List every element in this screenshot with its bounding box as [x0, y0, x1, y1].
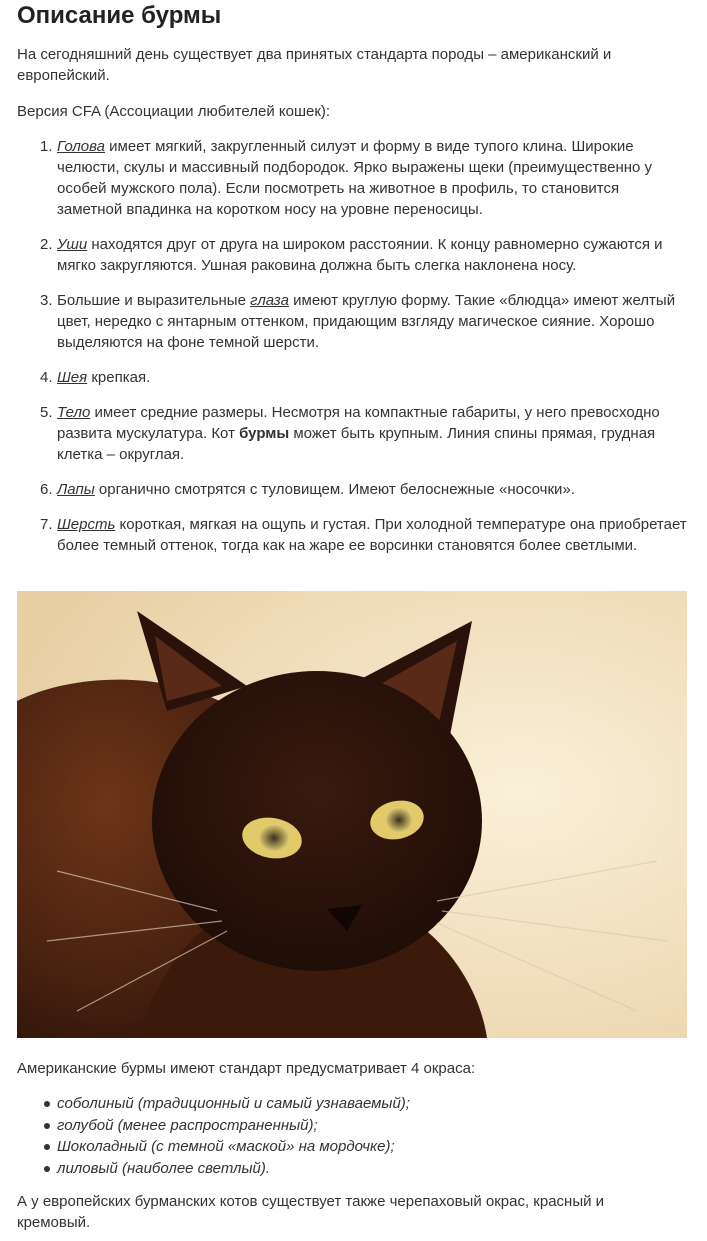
item-number: 2. [40, 236, 53, 253]
bold-keyword: бурмы [239, 425, 290, 442]
item-text: находятся друг от друга на широком расстоянии. К концу равномерно сужаются и мягко закругляются. Ушная раковина должна быть слегка наклонена носу. [57, 236, 663, 274]
item-text: имеет средние размеры. Несмотря на компактные габариты, у него превосходно развита мускулатура. Кот [57, 404, 660, 442]
list-item [0, 136, 687, 220]
european-colors-paragraph: А у европейских бурманских котов существует также черепаховый окрас, красный и кремовый. [17, 1193, 605, 1231]
item-text: органично смотрятся с туловищем. Имеют белоснежные «носочки». [94, 481, 575, 498]
item-number: 1. [40, 138, 53, 155]
color-text: Шоколадный (с темной «маской» на мордочке); [57, 1138, 395, 1155]
cat-illustration [17, 591, 687, 1038]
color-text: голубой (менее распространенный); [57, 1116, 318, 1134]
cfa-version-paragraph: Версия CFA (Ассоциации любителей кошек): [17, 103, 331, 120]
bullet-icon [44, 1166, 50, 1172]
page-title: Описание бурмы [17, 2, 222, 29]
list-item [0, 514, 687, 556]
term-link[interactable]: Тело [57, 404, 91, 421]
item-number: 3. [40, 292, 53, 309]
item-text: Большие и выразительные [57, 292, 251, 309]
item-text: имеет мягкий, закругленный силуэт и форму в виде тупого клина. Широкие челюсти, скулы и массивный подбородок. Ярко выражены щеки (преимущественно у особей мужского пола). Если посмотреть на животное в профиль, то становится заметной впадинка на коротком носу на уровне переносицы. [57, 138, 653, 218]
bullet-icon [44, 1123, 50, 1129]
item-number: 4. [40, 369, 53, 386]
list-item [0, 1093, 410, 1115]
list-item [0, 479, 687, 500]
item-text: крепкая. [87, 369, 151, 386]
bullet-icon [44, 1144, 50, 1150]
list-item [0, 1158, 410, 1180]
list-item [0, 1115, 410, 1137]
item-text: имеют круглую форму. Такие «блюдца» имеют желтый цвет, нередко с янтарным оттенком, придающим взгляду магическое сияние. Хорошо выделяются на фоне темной шерсти. [57, 292, 676, 351]
list-item [0, 367, 687, 388]
intro-paragraph: На сегодняшний день существует два принятых стандарта породы – американский и европейский. [17, 46, 612, 84]
american-colors-paragraph: Американские бурмы имеют стандарт предусматривает 4 окраса: [17, 1060, 476, 1077]
colors-list [0, 1093, 410, 1179]
item-text: может быть крупным. Линия спины прямая, грудная клетка – округлая. [57, 425, 656, 463]
list-item [0, 234, 687, 276]
list-item [0, 402, 687, 465]
item-number: 6. [40, 481, 53, 498]
term-link[interactable]: Шея [57, 369, 88, 386]
item-number: 5. [40, 404, 53, 421]
burmese-cat-photo [17, 591, 687, 1038]
term-link[interactable]: Голова [57, 138, 105, 155]
list-item [0, 290, 687, 353]
item-text: короткая, мягкая на ощупь и густая. При холодной температуре она приобретает более темный оттенок, тогда как на жаре ее ворсинки становятся более светлыми. [57, 516, 687, 554]
term-link[interactable]: глаза [250, 292, 289, 309]
bullet-icon [44, 1101, 50, 1107]
list-item [0, 1136, 410, 1158]
term-link[interactable]: Лапы [57, 481, 95, 498]
color-text: лиловый (наиболее светлый). [57, 1159, 271, 1177]
term-link[interactable]: Шерсть [57, 516, 116, 533]
item-number: 7. [40, 516, 53, 533]
term-link[interactable]: Уши [57, 236, 88, 253]
color-text: соболиный (традиционный и самый узнаваемый); [57, 1095, 410, 1112]
features-list [0, 136, 707, 570]
